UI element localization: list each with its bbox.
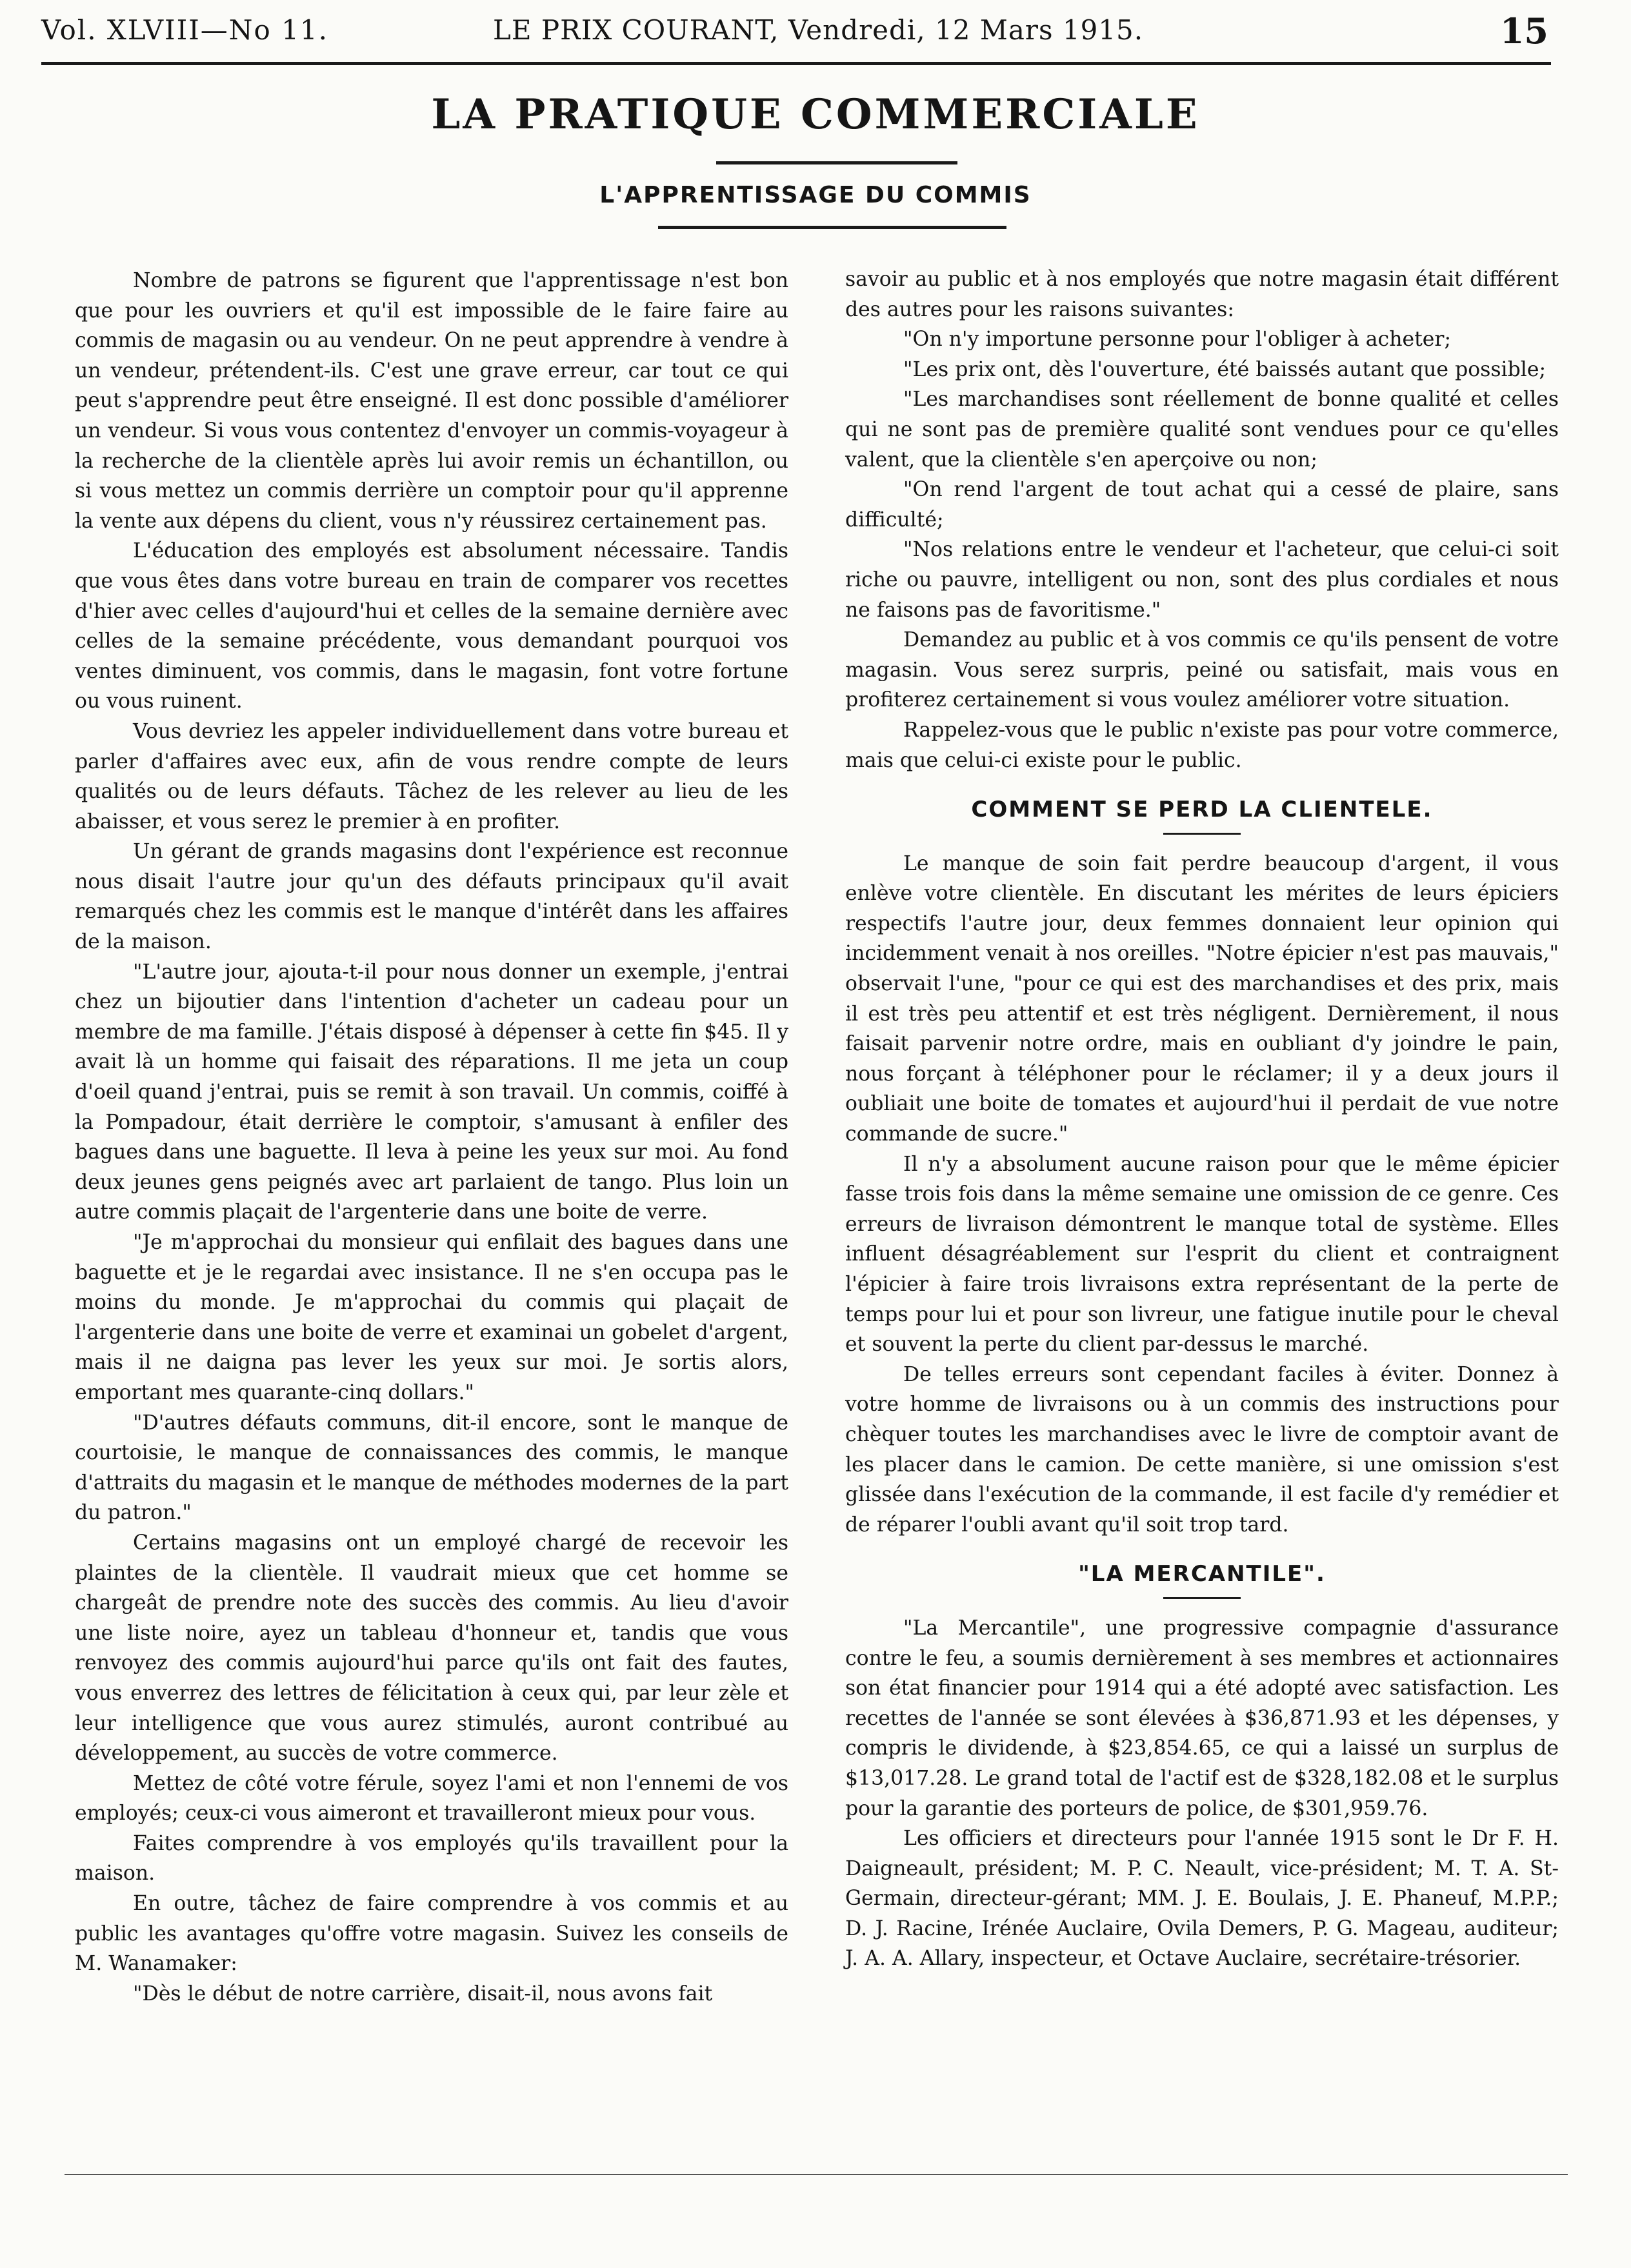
page-header	[41, 10, 1548, 59]
paragraph: En outre, tâchez de faire comprendre à vos commis et au public les avantages qu'offre votre magasin. Suivez les conseils de M. Wanamaker:	[75, 1892, 788, 1976]
article-title: L'APPRENTISSAGE DU COMMIS	[599, 182, 1032, 208]
paragraph: Certains magasins ont un employé chargé de recevoir les plaintes de la clientèle. Il vaudrait mieux que cet homme se chargeât de prendre note des succès des commis. Au lieu d'avoir une liste noire, ayez un tableau d'honneur et, tandis que vous renvoyez des commis aujourd'hui parce qu'ils ont fait des fautes, vous enverrez des lettres de félicitation à ceux qui, par leur zèle et leur intelligence que vous aurez stimulés, auront contribué au développement, au succès de votre commerce.	[75, 1531, 788, 1766]
footer-rule	[65, 2174, 1568, 2175]
section-rule	[1163, 1597, 1241, 1599]
volume-number: Vol. XLVIII—No 11.	[41, 14, 328, 46]
title-rule	[716, 161, 957, 164]
paragraph: "On rend l'argent de tout achat qui a cessé de plaire, sans difficulté;	[845, 478, 1559, 532]
right-column	[845, 264, 1559, 1974]
paragraph: savoir au public et à nos employés que notre magasin était différent des autres pour les raisons suivantes:	[845, 268, 1559, 321]
paragraph: Vous devriez les appeler individuellement dans votre bureau et parler d'affaires avec eux, afin de vous rendre compte de leurs qualités ou de leurs défauts. Tâchez de les relever au lieu de les abaisser, et vous serez le premier à en profiter.	[75, 719, 788, 833]
paragraph: "L'autre jour, ajouta-t-il pour nous donner un exemple, j'entrai chez un bijoutier dans l'intention d'acheter un cadeau pour un membre de ma famille. J'étais disposé à dépenser à cette fin $45. Il y avait là un homme qui faisait des réparations. Il me jeta un coup d'oeil quand j'entrai, puis se remit à son travail. Un commis, coiffé à la Pompadour, était derrière le comptoir, s'amusant à enfiler des bagues dans une baguette. Il leva à peine les yeux sur moi. Au fond deux jeunes gens peignés avec art parlaient de tango. Plus loin un autre commis plaçait de l'argenterie dans une boite de verre.	[75, 960, 788, 1224]
paragraph: "Les marchandises sont réellement de bonne qualité et celles qui ne sont pas de première qualité sont vendues pour ce qu'elles valent, que la clientèle s'en aperçoive ou non;	[845, 388, 1559, 472]
paragraph: Un gérant de grands magasins dont l'expérience est reconnue nous disait l'autre jour qu'un des défauts principaux qu'il avait remarqués chez les commis est le manque d'intérêt dans les affaires de la maison.	[75, 840, 788, 954]
paragraph: Le manque de soin fait perdre beaucoup d'argent, il vous enlève votre clientèle. En discutant les mérites de leurs épiciers respectifs l'autre jour, deux femmes donnaient leur opinion qui incidemment venait à nos oreilles. "Notre épicier n'est pas mauvais," observait l'une, "pour ce qui est des marchandises et des prix, mais il est très peu attentif et est très négligent. Dernièrement, il nous faisait parvenir notre ordre, mais en oubliant d'y joindre le pain, nous forçant à téléphoner pour le réclamer; il y a deux jours il oubliait une boite de tomates et aujourd'hui il perdait de vue notre commande de sucre."	[845, 851, 1559, 1146]
page-title: LA PRATIQUE COMMERCIALE	[431, 90, 1200, 139]
paragraph: "Nos relations entre le vendeur et l'acheteur, que celui-ci soit riche ou pauvre, intelligent ou non, sont des plus cordiales et nous ne faisons pas de favoritisme."	[845, 538, 1559, 622]
section-heading-clientele: COMMENT SE PERD LA CLIENTELE.	[971, 797, 1433, 823]
paragraph: Il n'y a absolument aucune raison pour que le même épicier fasse trois fois dans la même semaine une omission de ce genre. Ces erreurs de livraison démontrent le manque total de système. Elles influent désagréablement sur l'esprit du client et contraignent l'épicier à faire trois livraisons extra représentant de la perte de temps pour lui et pour son livreur, une fatigue inutile pour le cheval et souvent la perte du client par-dessus le marché.	[845, 1152, 1559, 1357]
left-column	[75, 266, 788, 2009]
paragraph: Demandez au public et à vos commis ce qu'ils pensent de votre magasin. Vous serez surpris, peiné ou satisfait, mais vous en profiterez certainement si vous voulez améliorer votre situation.	[845, 628, 1559, 712]
paragraph: "Dès le début de notre carrière, disait-il, nous avons fait	[133, 1982, 713, 2005]
paragraph: L'éducation des employés est absolument nécessaire. Tandis que vous êtes dans votre bureau en train de comparer vos recettes d'hier avec celles d'aujourd'hui et celles de la semaine dernière avec celles de la semaine précédente, vous demandant pourquoi vos ventes diminuent, vos commis, dans le magasin, font votre fortune ou vous ruinent.	[75, 539, 788, 713]
paragraph: Les officiers et directeurs pour l'année 1915 sont le Dr F. H. Daigneault, président; M. P. C. Neault, vice-président; M. T. A. St-Germain, directeur-gérant; MM. J. E. Boulais, J. E. Phaneuf, M.P.P.; D. J. Racine, Irénée Auclaire, Ovila Demers, P. G. Mageau, auditeur; J. A. A. Allary, inspecteur, et Octave Auclaire, secrétaire-trésorier.	[845, 1827, 1559, 1971]
section-rule	[1163, 833, 1241, 835]
paragraph: Rappelez-vous que le public n'existe pas pour votre commerce, mais que celui-ci existe pour le public.	[845, 718, 1559, 772]
paragraph: "On n'y importune personne pour l'obliger à acheter;	[903, 328, 1452, 352]
header-rule	[41, 62, 1551, 65]
paragraph: "Les prix ont, dès l'ouverture, été baissés autant que possible;	[903, 357, 1546, 381]
paragraph: Mettez de côté votre férule, soyez l'ami et non l'ennemi de vos employés; ceux-ci vous aimeront et travailleront mieux pour vous.	[75, 1771, 788, 1825]
paragraph: "D'autres défauts communs, dit-il encore, sont le manque de courtoisie, le manque de connaissances des commis, le manque d'attraits du magasin et le manque de méthodes modernes de la part du patron."	[75, 1411, 788, 1525]
paragraph: "Je m'approchai du monsieur qui enfilait des bagues dans une baguette et je le regardai avec insistance. Il ne s'en occupa pas le moins du monde. Je m'approchai du commis qui plaçait de l'argenterie dans une boite de verre et examinai un gobelet d'argent, mais il ne daigna pas lever les yeux sur moi. Je sortis alors, emportant mes quarante-cinq dollars."	[75, 1231, 788, 1404]
paragraph: "La Mercantile", une progressive compagnie d'assurance contre le feu, a soumis dernièrement à ses membres et actionnaires son état financier pour 1914 qui a été adopté avec satisfaction. Les recettes de l'année se sont élevées à $36,871.93 et les dépenses, y compris le dividende, à $23,854.65, ce qui a laissé un surplus de $13,017.28. Le grand total de l'actif est de $328,182.08 et le surplus pour la garantie des porteurs de police, de $301,959.76.	[845, 1616, 1559, 1820]
subtitle-rule	[658, 226, 1006, 229]
paragraph: De telles erreurs sont cependant faciles à éviter. Donnez à votre homme de livraisons ou à un commis des instructions pour chèquer toutes les marchandises avec le livre de comptoir avant de les placer dans le camion. De cette manière, si une omission s'est glissée dans l'exécution de la commande, il est facile d'y remédier et de réparer l'oubli avant qu'il soit trop tard.	[845, 1362, 1559, 1537]
masthead: LE PRIX COURANT, Vendredi, 12 Mars 1915.	[493, 14, 1144, 46]
paragraph: Faites comprendre à vos employés qu'ils travaillent pour la maison.	[75, 1831, 788, 1885]
section-heading-mercantile: "LA MERCANTILE".	[1078, 1561, 1326, 1587]
paragraph: Nombre de patrons se figurent que l'apprentissage n'est bon que pour les ouvriers et qu'il est impossible de le faire faire au commis de magasin ou au vendeur. On ne peut apprendre à vendre à un vendeur, prétendent-ils. C'est une grave erreur, car tout ce qui peut s'apprendre peut être enseigné. Il est donc possible d'améliorer un vendeur. Si vous vous contentez d'envoyer un commis-voyageur à la recherche de la clientèle après lui avoir remis un échantillon, ou si vous mettez un commis derrière un comptoir pour qu'il apprenne la vente aux dépens du client, vous n'y réussirez certainement pas.	[75, 269, 788, 533]
page-number: 15	[1499, 10, 1548, 52]
